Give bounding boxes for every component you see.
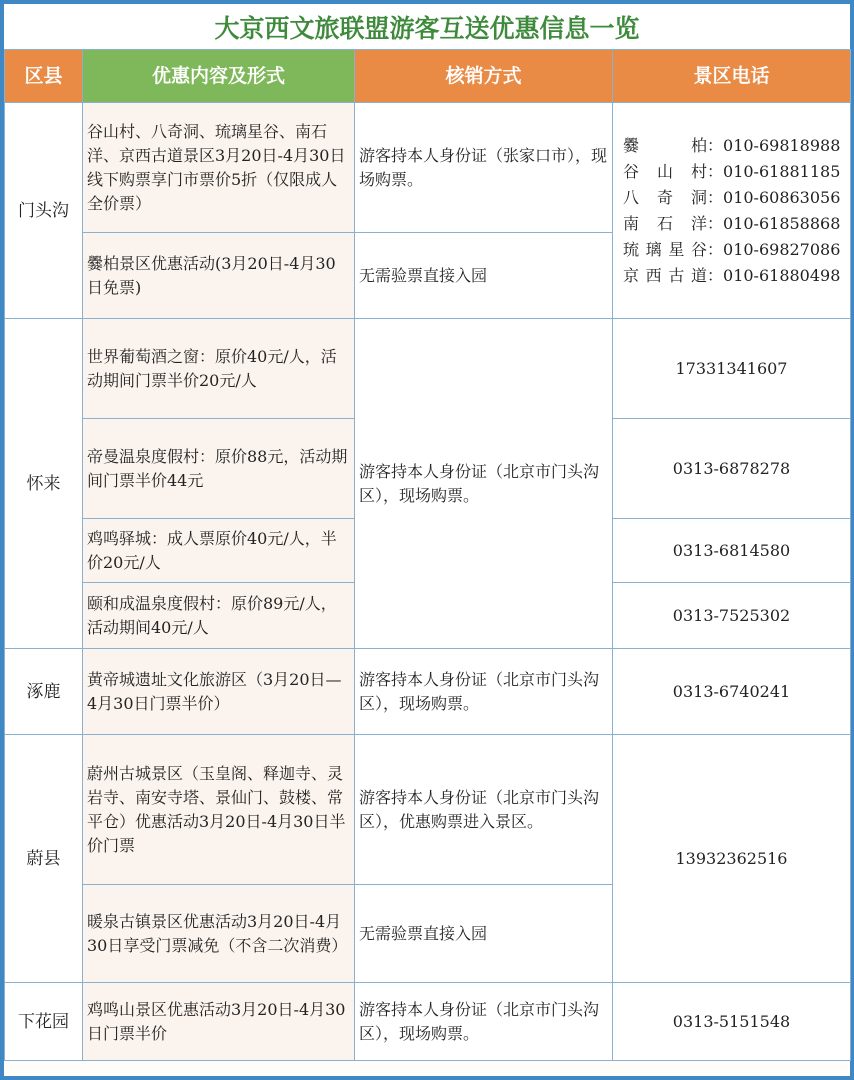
table-row (5, 983, 851, 1061)
scenic-name: 京西古道 (623, 265, 707, 285)
phone-number: 010-61881185 (723, 161, 841, 181)
verify-cell: 无需验票直接入园 (355, 885, 613, 983)
offer-cell: 暖泉古镇景区优惠活动3月20日-4月30日享受门票减免（不含二次消费） (83, 885, 355, 983)
county-cell: 门头沟 (5, 103, 83, 319)
offer-cell: 鸡鸣驿城：成人票原价40元/人，半价20元/人 (83, 519, 355, 583)
offer-cell: 蔚州古城景区（玉皇阁、释迦寺、灵岩寺、南安寺塔、景仙门、鼓楼、常平仓）优惠活动3月20日-4月30日半价门票 (83, 735, 355, 885)
offer-cell: 颐和成温泉度假村：原价89元/人，活动期间40元/人 (83, 583, 355, 649)
phone-list-cell (613, 103, 851, 319)
phone-entry: 琉璃星谷：010-69827086 (623, 237, 846, 263)
phone-entry: 八奇洞：010-60863056 (623, 185, 846, 211)
table-row (5, 103, 851, 233)
county-cell: 下花园 (5, 983, 83, 1061)
phone-number: 010-69827086 (723, 239, 841, 259)
offer-cell: 黄帝城遗址文化旅游区（3月20日—4月30日门票半价） (83, 649, 355, 735)
verify-cell: 游客持本人身份证（北京市门头沟区），现场购票。 (355, 319, 613, 649)
phone-number: 010-61858868 (723, 213, 841, 233)
phone-number: 010-61880498 (723, 265, 841, 285)
phone-cell: 17331341607 (613, 319, 851, 419)
verify-cell: 游客持本人身份证（张家口市），现场购票。 (355, 103, 613, 233)
verify-cell: 游客持本人身份证（北京市门头沟区），现场购票。 (355, 983, 613, 1061)
offer-cell: 谷山村、八奇洞、琉璃星谷、南石洋、京西古道景区3月20日-4月30日线下购票享门市票价5折（仅限成人全价票） (83, 103, 355, 233)
phone-cell: 0313-5151548 (613, 983, 851, 1061)
offer-cell: 鸡鸣山景区优惠活动3月20日-4月30日门票半价 (83, 983, 355, 1061)
table-header-row (5, 50, 851, 103)
scenic-name: 八奇洞 (623, 187, 707, 207)
header-county: 区县 (5, 50, 83, 103)
page-title: 大京西文旅联盟游客互送优惠信息一览 (4, 4, 850, 49)
table-row (5, 319, 851, 419)
table-row (5, 735, 851, 885)
phone-cell: 13932362516 (613, 735, 851, 983)
phone-number: 010-60863056 (723, 187, 841, 207)
county-cell: 涿鹿 (5, 649, 83, 735)
scenic-name: 爨柏 (623, 135, 707, 155)
phone-cell: 0313-6878278 (613, 419, 851, 519)
offer-cell: 帝曼温泉度假村：原价88元，活动期间门票半价44元 (83, 419, 355, 519)
table-row (5, 649, 851, 735)
scenic-name: 琉璃星谷 (623, 239, 707, 259)
phone-cell: 0313-6814580 (613, 519, 851, 583)
verify-cell: 无需验票直接入园 (355, 233, 613, 319)
offer-cell: 爨柏景区优惠活动(3月20日-4月30日免票) (83, 233, 355, 319)
county-cell: 怀来 (5, 319, 83, 649)
phone-entry: 南石洋：010-61858868 (623, 211, 846, 237)
scenic-name: 南石洋 (623, 213, 707, 233)
phone-entry: 爨柏：010-69818988 (623, 133, 846, 159)
header-phone: 景区电话 (613, 50, 851, 103)
header-offer: 优惠内容及形式 (83, 50, 355, 103)
phone-number: 010-69818988 (723, 135, 841, 155)
county-cell: 蔚县 (5, 735, 83, 983)
verify-cell: 游客持本人身份证（北京市门头沟区），优惠购票进入景区。 (355, 735, 613, 885)
header-verify: 核销方式 (355, 50, 613, 103)
verify-cell: 游客持本人身份证（北京市门头沟区），现场购票。 (355, 649, 613, 735)
phone-entry: 京西古道：010-61880498 (623, 263, 846, 289)
offers-table (4, 49, 851, 1061)
offer-cell: 世界葡萄酒之窗：原价40元/人，活动期间门票半价20元/人 (83, 319, 355, 419)
phone-cell: 0313-7525302 (613, 583, 851, 649)
scenic-name: 谷山村 (623, 161, 707, 181)
phone-cell: 0313-6740241 (613, 649, 851, 735)
phone-entry: 谷山村：010-61881185 (623, 159, 846, 185)
